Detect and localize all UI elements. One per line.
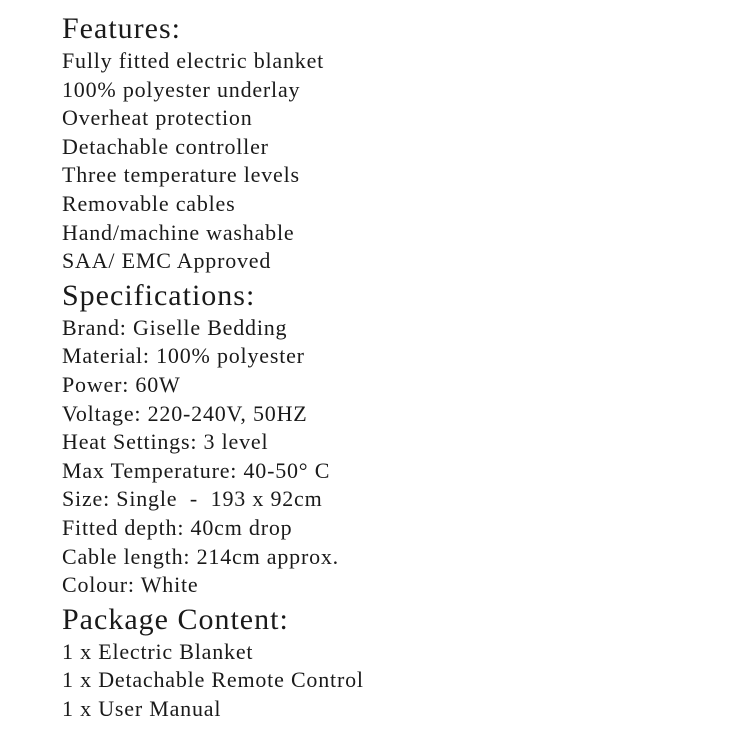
specifications-item: Heat Settings: 3 level (62, 429, 269, 455)
package-content-item: 1 x Detachable Remote Control (62, 667, 364, 693)
specifications-item: Power: 60W (62, 371, 181, 397)
features-item: Removable cables (62, 190, 236, 216)
features-item: SAA/ EMC Approved (62, 248, 272, 274)
specifications-item: Material: 100% polyester (62, 343, 305, 369)
package-content-heading: Package Content: (62, 602, 289, 636)
features-list (62, 47, 732, 276)
package-content-list (62, 638, 732, 724)
specifications-item: Size: Single - 193 x 92cm (62, 486, 323, 512)
specifications-item: Cable length: 214cm approx. (62, 543, 339, 569)
specifications-list (62, 314, 732, 600)
package-content-item: 1 x Electric Blanket (62, 638, 254, 664)
specifications-item: Fitted depth: 40cm drop (62, 514, 293, 540)
specifications-item: Voltage: 220-240V, 50HZ (62, 400, 308, 426)
features-item: Overheat protection (62, 105, 253, 131)
specifications-heading: Specifications: (62, 278, 256, 312)
features-heading: Features: (62, 12, 181, 45)
features-item: Fully fitted electric blanket (62, 48, 325, 73)
package-content-item: 1 x User Manual (62, 695, 222, 721)
features-item: Detachable controller (62, 133, 269, 159)
features-item: Three temperature levels (62, 162, 300, 188)
features-item: 100% polyester underlay (62, 76, 301, 102)
specifications-item: Brand: Giselle Bedding (62, 314, 288, 340)
specifications-item: Colour: White (62, 572, 199, 598)
features-item: Hand/machine washable (62, 219, 295, 245)
specifications-item: Max Temperature: 40-50° C (62, 457, 331, 483)
product-details (62, 11, 732, 723)
